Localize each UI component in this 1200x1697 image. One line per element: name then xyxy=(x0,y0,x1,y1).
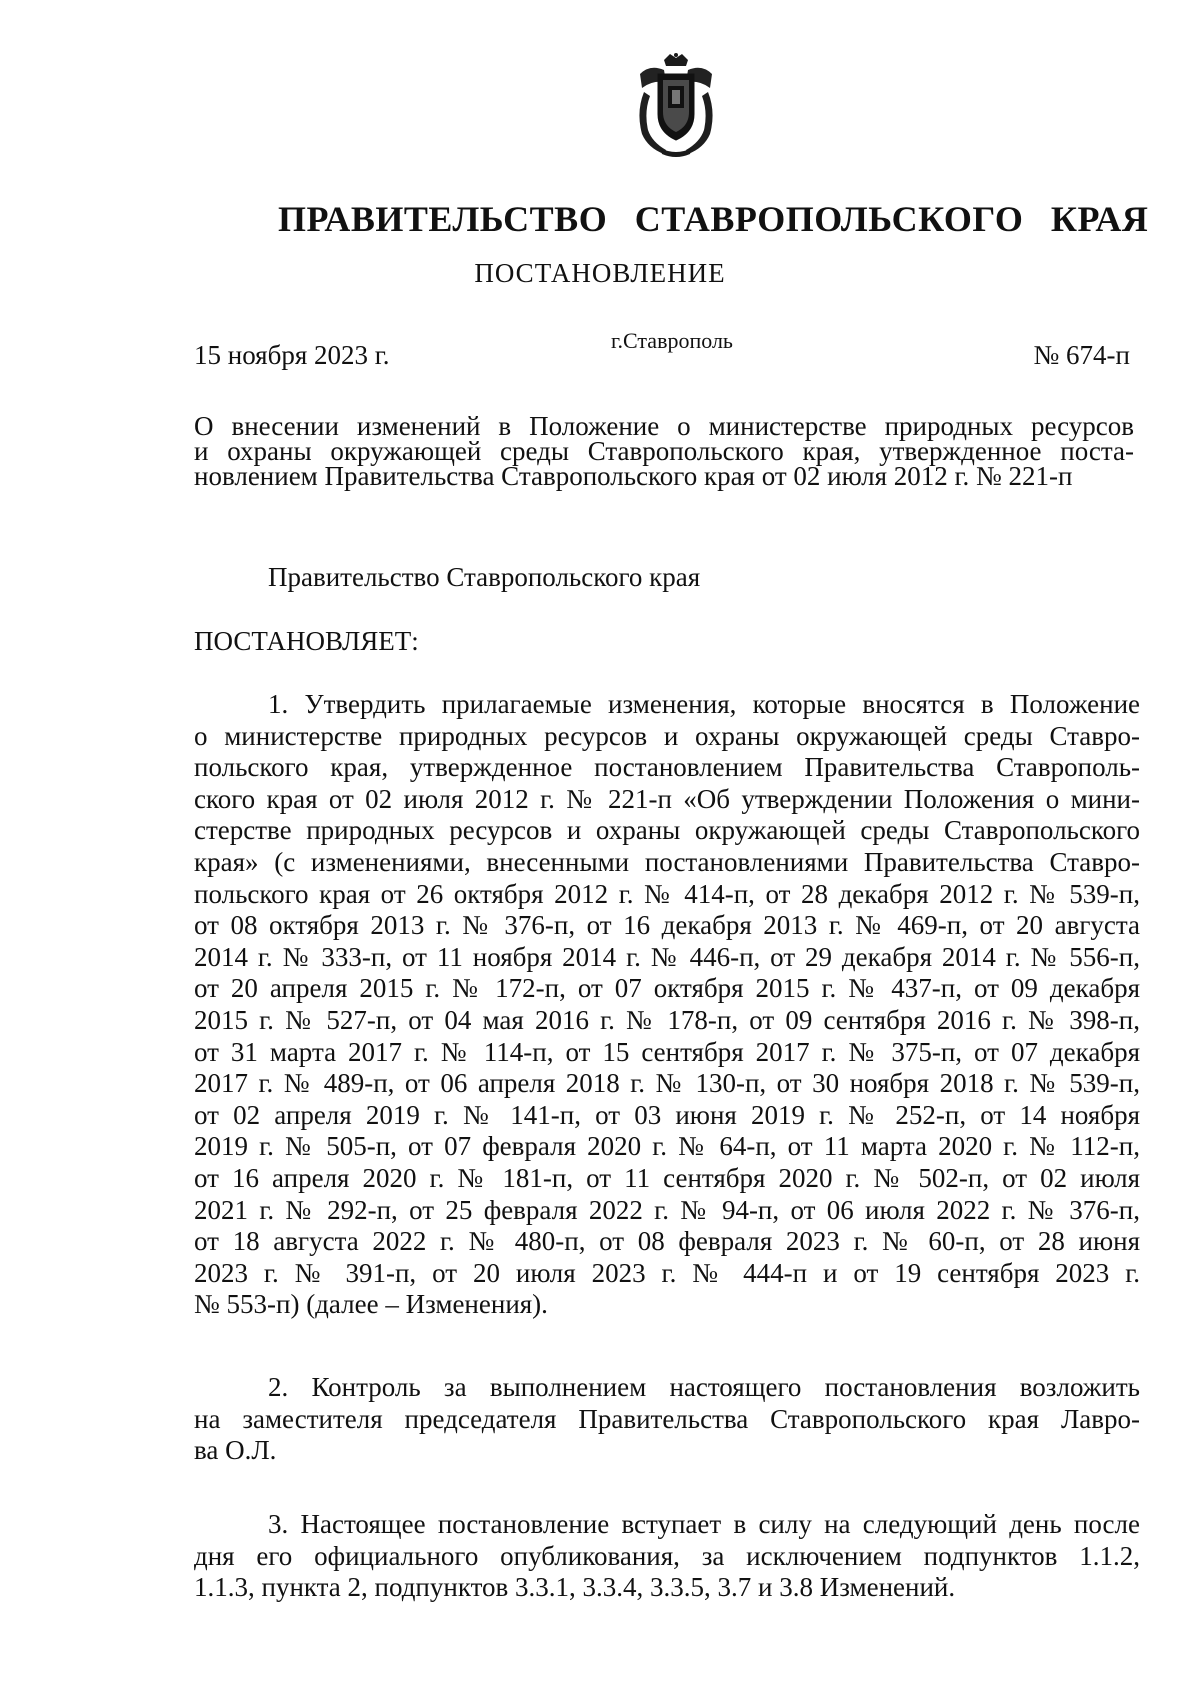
paragraph-line: № 553-п) (далее – Изменения). xyxy=(194,1289,548,1320)
paragraph-line: 2014 г. № 333-п, от 11 ноября 2014 г. № 446-п, от 29 декабря 2014 г. № 556-п, xyxy=(194,941,1140,972)
paragraph-line: от 31 марта 2017 г. № 114-п, от 15 сентября 2017 г. № 375-п, от 07 декабря xyxy=(194,1036,1140,1067)
government-name: ПРАВИТЕЛЬСТВО СТАВРОПОЛЬСКОГО КРАЯ xyxy=(278,199,1149,239)
paragraph-line: 2023 г. № 391-п, от 20 июля 2023 г. № 444-п и от 19 сентября 2023 г. xyxy=(194,1257,1140,1288)
document-number: № 674-п xyxy=(1033,340,1130,370)
document-title xyxy=(194,411,1134,491)
paragraph-line: 2021 г. № 292-п, от 25 февраля 2022 г. № 94-п, от 06 июля 2022 г. № 376-п, xyxy=(194,1194,1140,1225)
paragraph-line: 3. Настоящее постановление вступает в силу на следующий день после xyxy=(268,1509,1140,1539)
paragraph-line: 2019 г. № 505-п, от 07 февраля 2020 г. № 64-п, от 11 марта 2020 г. № 112-п, xyxy=(194,1131,1140,1162)
paragraph-line: 1. Утвердить прилагаемые изменения, которые вносятся в Положение xyxy=(268,689,1140,719)
title-line: новлением Правительства Ставропольского края от 02 июля 2012 г. № 221-п xyxy=(194,461,1073,491)
coat-of-arms-emblem xyxy=(630,52,722,160)
paragraph-line: от 18 августа 2022 г. № 480-п, от 08 февраля 2023 г. № 60-п, от 28 июня xyxy=(194,1226,1140,1257)
paragraph-line: от 08 октября 2013 г. № 376-п, от 16 декабря 2013 г. № 469-п, от 20 августа xyxy=(194,910,1140,941)
paragraph-line: ва О.Л. xyxy=(194,1435,277,1466)
document-type: ПОСТАНОВЛЕНИЕ xyxy=(474,258,726,288)
paragraph-2 xyxy=(194,1372,1140,1467)
paragraph-line: от 02 апреля 2019 г. № 141-п, от 03 июня 2019 г. № 252-п, от 14 ноября xyxy=(194,1099,1140,1130)
paragraph-line: от 16 апреля 2020 г. № 181-п, от 11 сентября 2020 г. № 502-п, от 02 июля xyxy=(194,1162,1140,1193)
paragraph-3 xyxy=(194,1509,1140,1604)
title-line: и охраны окружающей среды Ставропольского края, утвержденное поста- xyxy=(194,436,1134,466)
paragraph-line: 2017 г. № 489-п, от 06 апреля 2018 г. № 130-п, от 30 ноября 2018 г. № 539-п, xyxy=(194,1068,1140,1099)
coat-of-arms-icon xyxy=(630,52,722,160)
paragraph-1 xyxy=(194,689,1140,1321)
paragraph-line: о министерстве природных ресурсов и охраны окружающей среды Ставро- xyxy=(194,720,1140,751)
issuer-text: Правительство Ставропольского края xyxy=(268,562,701,592)
resolves-heading: ПОСТАНОВЛЯЕТ: xyxy=(194,626,419,656)
paragraph-line: ского края от 02 июля 2012 г. № 221-п «Об утверждении Положения о мини- xyxy=(194,783,1140,814)
title-line: О внесении изменений в Положение о министерстве природных ресурсов xyxy=(194,411,1134,441)
document-date: 15 ноября 2023 г. xyxy=(194,340,390,370)
document-place: г.Ставрополь xyxy=(611,328,733,353)
paragraph-line: дня его официального опубликования, за исключением подпунктов 1.1.2, xyxy=(194,1540,1140,1571)
paragraph-line: края» (с изменениями, внесенными постановлениями Правительства Ставро- xyxy=(194,846,1140,877)
paragraph-line: от 20 апреля 2015 г. № 172-п, от 07 октября 2015 г. № 437-п, от 09 декабря xyxy=(194,973,1140,1004)
paragraph-line: 2. Контроль за выполнением настоящего постановления возложить xyxy=(268,1372,1140,1402)
paragraph-line: на заместителя председателя Правительства Ставропольского края Лавро- xyxy=(194,1403,1140,1434)
paragraph-line: 2015 г. № 527-п, от 04 мая 2016 г. № 178-п, от 09 сентября 2016 г. № 398-п, xyxy=(194,1004,1140,1035)
paragraph-line: польского края от 26 октября 2012 г. № 414-п, от 28 декабря 2012 г. № 539-п, xyxy=(194,878,1140,909)
paragraph-line: 1.1.3, пункта 2, подпунктов 3.3.1, 3.3.4, 3.3.5, 3.7 и 3.8 Изменений. xyxy=(194,1572,956,1603)
paragraph-line: стерстве природных ресурсов и охраны окружающей среды Ставропольского xyxy=(194,815,1140,846)
paragraph-line: польского края, утвержденное постановлением Правительства Ставрополь- xyxy=(194,752,1140,783)
